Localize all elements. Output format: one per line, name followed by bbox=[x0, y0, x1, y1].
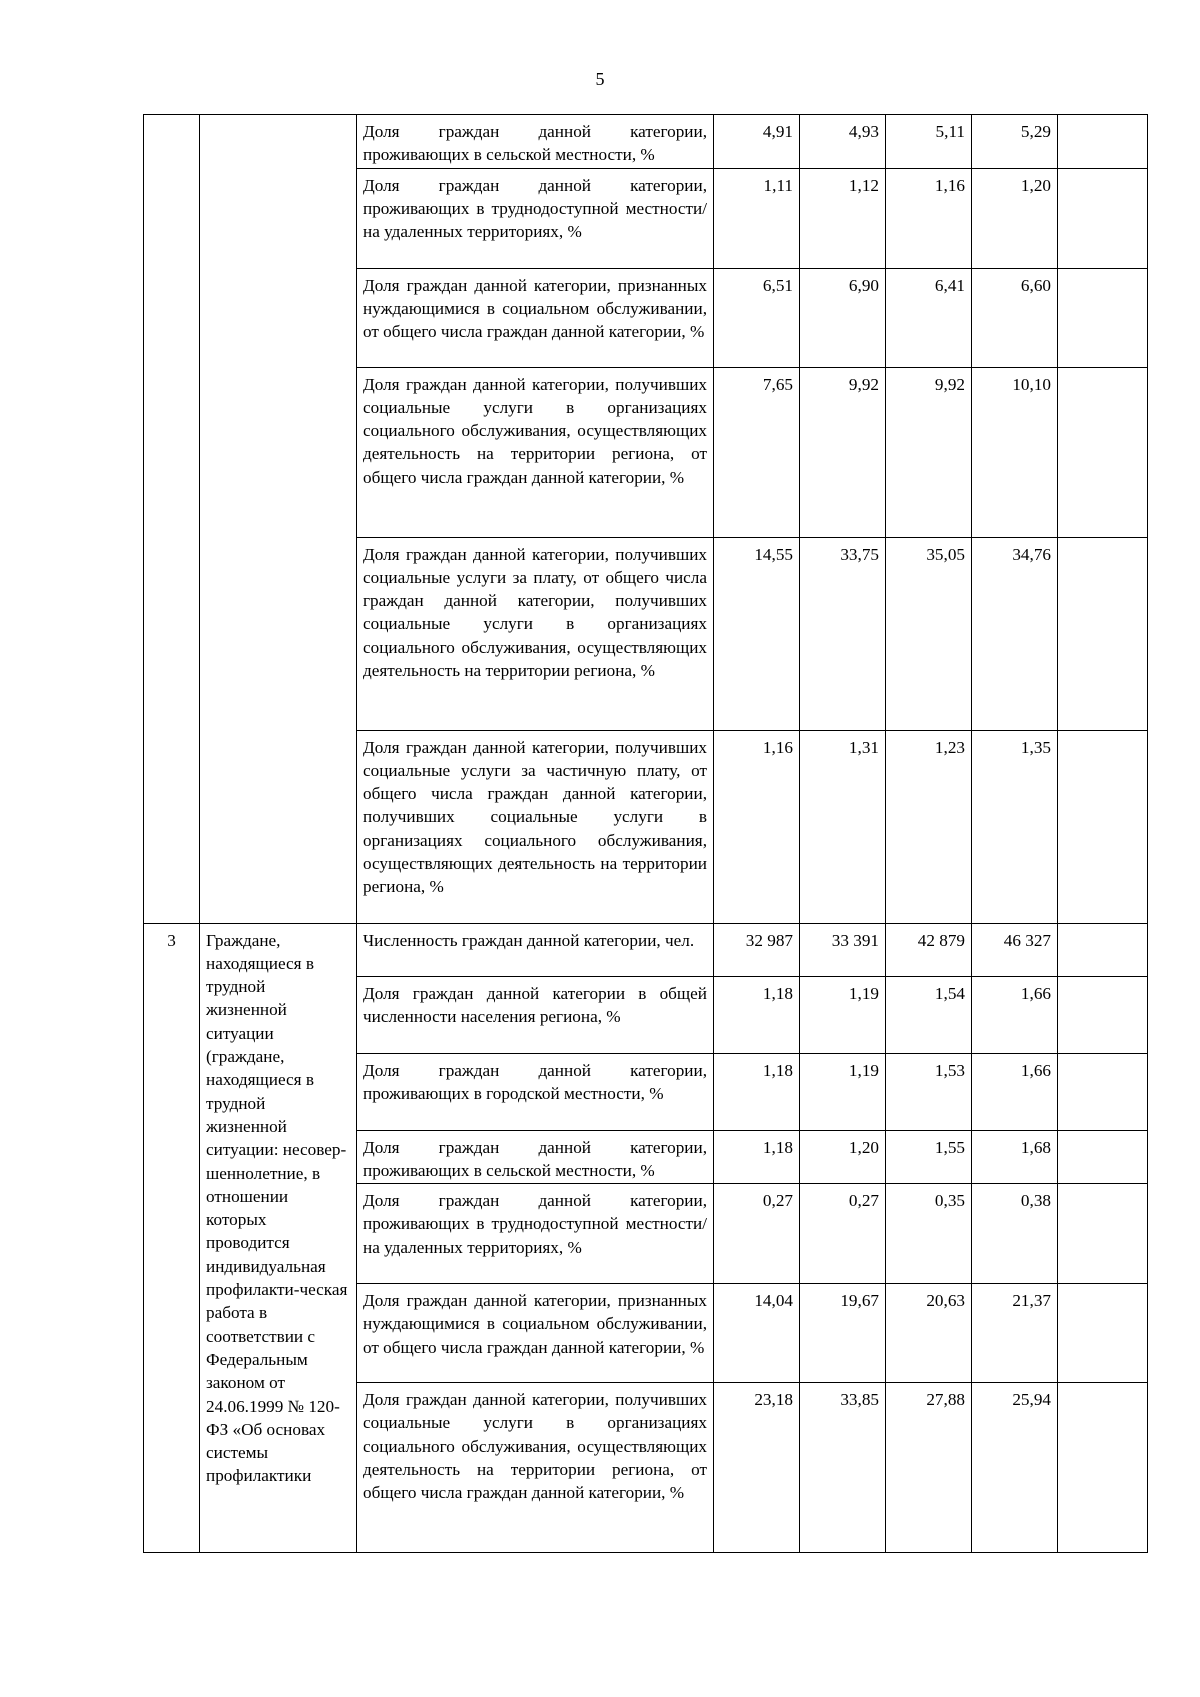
value-cell: 21,37 bbox=[972, 1284, 1058, 1383]
value-cell: 6,90 bbox=[800, 268, 886, 367]
value-cell: 1,19 bbox=[800, 976, 886, 1053]
indicator-cell: Доля граждан данной категории, получивших социальные услуги за плату, от общего числа граждан данной категории, получивших социальные услуги в организациях социального обслуживания, осуществляющих деятельность на территории региона, % bbox=[357, 537, 714, 730]
group-number-cell bbox=[144, 115, 200, 924]
empty-cell bbox=[1058, 730, 1148, 923]
value-cell: 0,38 bbox=[972, 1184, 1058, 1284]
value-cell: 1,18 bbox=[714, 976, 800, 1053]
value-cell: 1,11 bbox=[714, 168, 800, 268]
empty-cell bbox=[1058, 268, 1148, 367]
value-cell: 1,16 bbox=[714, 730, 800, 923]
value-cell: 1,18 bbox=[714, 1130, 800, 1184]
value-cell: 33,75 bbox=[800, 537, 886, 730]
indicator-cell: Доля граждан данной категории, признанных нуждающимися в социальном обслуживании, от общего числа граждан данной категории, % bbox=[357, 1284, 714, 1383]
value-cell: 14,55 bbox=[714, 537, 800, 730]
empty-cell bbox=[1058, 168, 1148, 268]
value-cell: 6,41 bbox=[886, 268, 972, 367]
value-cell: 1,55 bbox=[886, 1130, 972, 1184]
value-cell: 19,67 bbox=[800, 1284, 886, 1383]
value-cell: 23,18 bbox=[714, 1383, 800, 1553]
empty-cell bbox=[1058, 537, 1148, 730]
indicator-cell: Доля граждан данной категории, получивших социальные услуги в организациях социального обслуживания, осуществляющих деятельность на территории региона, от общего числа граждан данной категории, % bbox=[357, 1383, 714, 1553]
value-cell: 33,85 bbox=[800, 1383, 886, 1553]
value-cell: 1,66 bbox=[972, 976, 1058, 1053]
empty-cell bbox=[1058, 115, 1148, 169]
value-cell: 4,93 bbox=[800, 115, 886, 169]
indicator-cell: Доля граждан данной категории, получивших социальные услуги в организациях социального обслуживания, осуществляющих деятельность на территории региона, от общего числа граждан данной категории, % bbox=[357, 367, 714, 537]
value-cell: 34,76 bbox=[972, 537, 1058, 730]
empty-cell bbox=[1058, 1383, 1148, 1553]
group-category-cell: Граждане, находящиеся в трудной жизненной ситуации (граждане, находящиеся в трудной жизненной ситуации: несовер-шеннолетние, в отношении которых проводится индивидуальная профилакти-ческая работа в соответствии с Федеральным законом от 24.06.1999 № 120-ФЗ «Об основах системы профилактики bbox=[200, 923, 357, 1553]
indicator-cell: Доля граждан данной категории, проживающих в городской местности, % bbox=[357, 1053, 714, 1130]
value-cell: 35,05 bbox=[886, 537, 972, 730]
value-cell: 20,63 bbox=[886, 1284, 972, 1383]
empty-cell bbox=[1058, 1053, 1148, 1130]
value-cell: 9,92 bbox=[886, 367, 972, 537]
empty-cell bbox=[1058, 1284, 1148, 1383]
empty-cell bbox=[1058, 1184, 1148, 1284]
empty-cell bbox=[1058, 923, 1148, 976]
indicator-cell: Доля граждан данной категории в общей численности населения региона, % bbox=[357, 976, 714, 1053]
empty-cell bbox=[1058, 1130, 1148, 1184]
indicator-cell: Доля граждан данной категории, получивших социальные услуги за частичную плату, от общего числа граждан данной категории, получивших социальные услуги в организациях социального обслуживания, осуществляющих деятельность на территории региона, % bbox=[357, 730, 714, 923]
value-cell: 10,10 bbox=[972, 367, 1058, 537]
group-category-cell bbox=[200, 115, 357, 924]
value-cell: 4,91 bbox=[714, 115, 800, 169]
value-cell: 33 391 bbox=[800, 923, 886, 976]
value-cell: 32 987 bbox=[714, 923, 800, 976]
value-cell: 1,54 bbox=[886, 976, 972, 1053]
value-cell: 5,11 bbox=[886, 115, 972, 169]
value-cell: 1,20 bbox=[800, 1130, 886, 1184]
value-cell: 1,66 bbox=[972, 1053, 1058, 1130]
value-cell: 42 879 bbox=[886, 923, 972, 976]
value-cell: 14,04 bbox=[714, 1284, 800, 1383]
indicator-cell: Доля граждан данной категории, проживающих в труднодоступной местности/на удаленных территориях, % bbox=[357, 1184, 714, 1284]
table-row bbox=[144, 923, 1148, 976]
value-cell: 6,51 bbox=[714, 268, 800, 367]
value-cell: 1,20 bbox=[972, 168, 1058, 268]
indicator-cell: Доля граждан данной категории, признанных нуждающимися в социальном обслуживании, от общего числа граждан данной категории, % bbox=[357, 268, 714, 367]
value-cell: 1,12 bbox=[800, 168, 886, 268]
empty-cell bbox=[1058, 976, 1148, 1053]
value-cell: 6,60 bbox=[972, 268, 1058, 367]
value-cell: 9,92 bbox=[800, 367, 886, 537]
value-cell: 1,16 bbox=[886, 168, 972, 268]
value-cell: 1,68 bbox=[972, 1130, 1058, 1184]
indicator-cell: Доля граждан данной категории, проживающих в сельской местности, % bbox=[357, 1130, 714, 1184]
value-cell: 25,94 bbox=[972, 1383, 1058, 1553]
value-cell: 1,23 bbox=[886, 730, 972, 923]
value-cell: 1,31 bbox=[800, 730, 886, 923]
value-cell: 0,27 bbox=[714, 1184, 800, 1284]
page-number: 5 bbox=[595, 69, 605, 89]
group-number-cell: 3 bbox=[144, 923, 200, 1553]
table-row bbox=[144, 115, 1148, 169]
value-cell: 0,35 bbox=[886, 1184, 972, 1284]
empty-cell bbox=[1058, 367, 1148, 537]
table-body bbox=[144, 115, 1148, 1553]
indicator-cell: Доля граждан данной категории, проживающих в сельской местности, % bbox=[357, 115, 714, 169]
value-cell: 1,53 bbox=[886, 1053, 972, 1130]
value-cell: 7,65 bbox=[714, 367, 800, 537]
value-cell: 1,35 bbox=[972, 730, 1058, 923]
indicator-cell: Доля граждан данной категории, проживающих в труднодоступной местности/на удаленных территориях, % bbox=[357, 168, 714, 268]
value-cell: 27,88 bbox=[886, 1383, 972, 1553]
indicators-table bbox=[143, 114, 1148, 1553]
value-cell: 5,29 bbox=[972, 115, 1058, 169]
value-cell: 0,27 bbox=[800, 1184, 886, 1284]
indicator-cell: Численность граждан данной категории, чел. bbox=[357, 923, 714, 976]
value-cell: 1,18 bbox=[714, 1053, 800, 1130]
value-cell: 46 327 bbox=[972, 923, 1058, 976]
value-cell: 1,19 bbox=[800, 1053, 886, 1130]
